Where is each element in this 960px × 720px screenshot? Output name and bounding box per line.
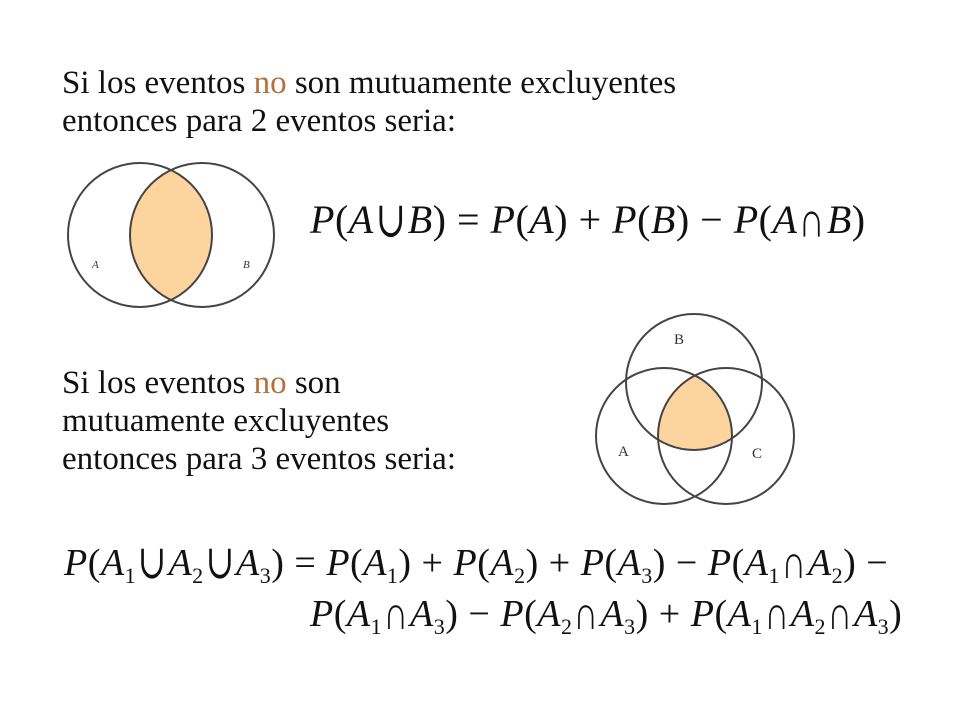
venn-diagram-three-sets [590, 310, 800, 510]
venn-diagram-two-sets [60, 162, 280, 312]
formula-three-events-line1: $P(A_1\cup A_2\cup A_3) = P(A_1) + P(A_2) + P(A_3)$ − $P(A_1\cap A_2)$ − [64, 536, 889, 590]
label-b: B [243, 259, 250, 271]
formula-two-events: P(A∪B) = P(A) + P(B) − P(A∩B) [310, 191, 866, 248]
two-events-line2: entonces para 2 eventos seria: [62, 103, 457, 139]
text-span: Si los eventos [62, 365, 254, 401]
highlight-no: no [253, 65, 287, 101]
two-events-line1 [62, 64, 676, 102]
highlight-no: no [253, 365, 287, 401]
three-events-text [62, 364, 456, 478]
two-events-text [62, 64, 676, 140]
label-b: B [674, 332, 685, 348]
label-a: A [92, 259, 99, 271]
text-span: son [286, 365, 341, 401]
three-events-line2: mutuamente excluyentes [62, 403, 390, 439]
formula-three-events-line2: $P(A_1\cap A_3)$ − $P(A_2\cap A_3)$ + $P(A_1\cap A_2\cap A_3)$ [310, 587, 903, 641]
text-span: Si los eventos [62, 65, 254, 101]
text-span: son mutuamente excluyentes [286, 65, 677, 101]
three-events-line1 [62, 364, 456, 402]
label-a: A [618, 444, 629, 460]
label-c: C [752, 446, 763, 462]
three-events-line3: entonces para 3 eventos seria: [62, 441, 457, 477]
